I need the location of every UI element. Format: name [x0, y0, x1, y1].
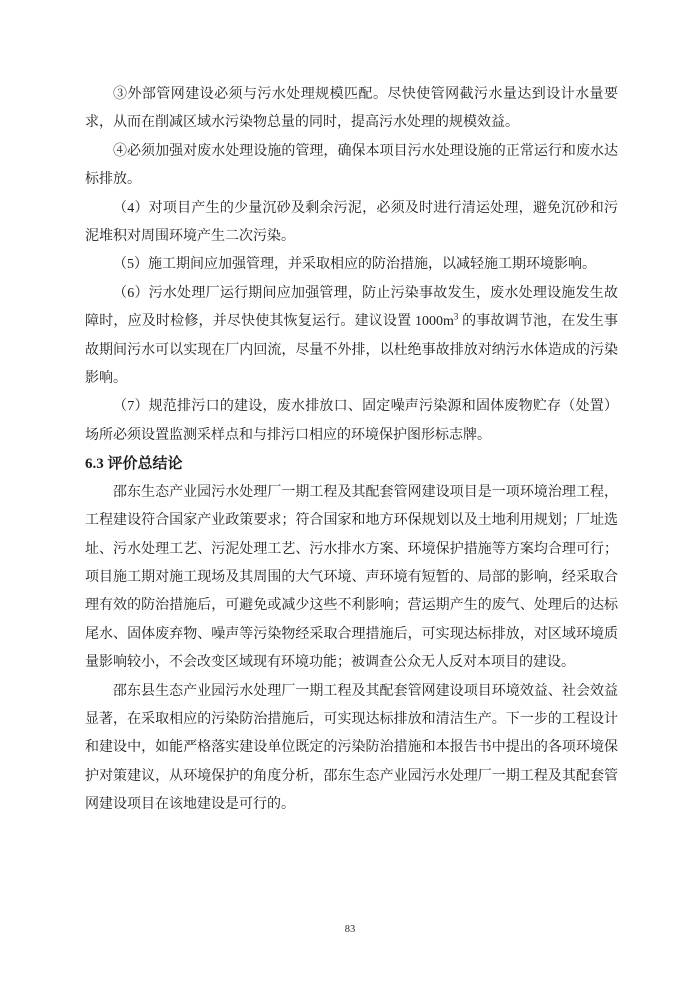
page-number: 83 [344, 924, 356, 935]
superscript-cubic-meter: 3 [453, 311, 459, 322]
paragraph-conclusion-2: 邵东县生态产业园污水处理厂一期工程及其配套管网建设项目环境效益、社会效益显著，在采取相应的污染防治措施后，可实现达标排放和清洁生产。下一步的工程设计和建设中，如能严格落实建设单位既定的污染防治措施和本报告书中提出的各项环境保护对策建议，从环境保护的角度分析，邵东生态产业园污水处理厂一期工程及其配套管网建设项目在该地建设是可行的。 [85, 683, 618, 813]
paragraph-item-6-text-after: 的事故调节池，在发生事故期间污水可以实现在厂内回流，尽量不外排，以杜绝事故排放对纳污水体造成的污染影响。 [85, 314, 618, 387]
page-content [85, 81, 618, 820]
section-heading-6-3: 6.3 评价总结论 [85, 456, 183, 473]
paragraph-measure-circle3: ③外部管网建设必须与污水处理规模匹配。尽快使管网截污水量达到设计水量要求，从而在削减区域水污染物总量的同时，提高污水处理的规模效益。 [85, 87, 618, 131]
paragraph-item-4: （4）对项目产生的少量沉砂及剩余污泥，必须及时进行清运处理，避免沉砂和污泥堆积对周围环境产生二次污染。 [85, 200, 618, 245]
paragraph-measure-circle4: ④必须加强对废水处理设施的管理，确保本项目污水处理设施的正常运行和废水达标排放。 [85, 143, 618, 188]
paragraph-item-6 [85, 280, 618, 394]
paragraph-conclusion-1: 邵东生态产业园污水处理厂一期工程及其配套管网建设项目是一项环境治理工程，工程建设符合国家产业政策要求；符合国家和地方环保规划以及土地利用规划；厂址选址、污水处理工艺、污泥处理工艺、污水排水方案、环境保护措施等方案均合理可行；项目施工期对施工现场及其周围的大气环境、声环境有短暂的、局部的影响，经采取合理有效的防治措施后，可避免或减少这些不利影响；营运期产生的废气、处理后的达标尾水、固体废弃物、噪声等污染物经采取合理措施后，可实现达标排放，对区域环境质量影响较小，不会改变区域现有环境功能；被调查公众无人反对本项目的建设。 [85, 484, 618, 671]
paragraph-item-5: （5）施工期间应加强管理，并采取相应的防治措施，以减轻施工期环境影响。 [113, 257, 596, 273]
paragraph-item-7: （7）规范排污口的建设，废水排放口、固定噪声污染源和固体废物贮存（处置）场所必须设置监测采样点和与排污口相应的环境保护图形标志牌。 [85, 399, 618, 443]
paragraph-item-6-text-before: （6）污水处理厂运行期间应加强管理，防止污染事故发生，废水处理设施发生故障时，应及时检修，并尽快使其恢复运行。建议设置 1000m [85, 285, 618, 330]
